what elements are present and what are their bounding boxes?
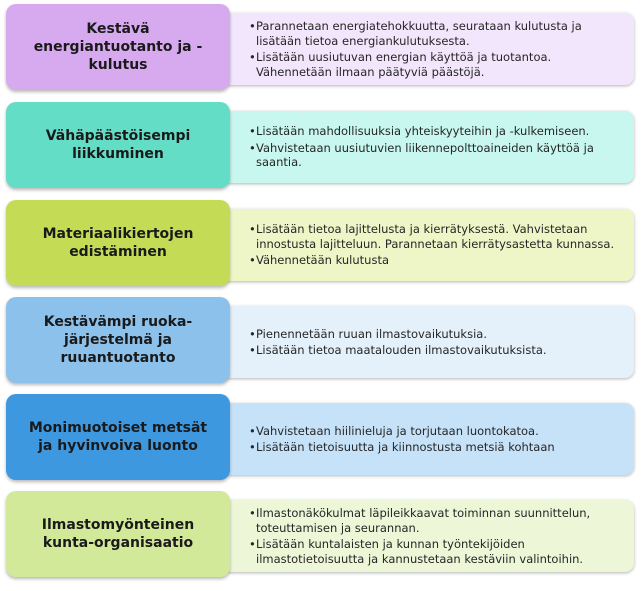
theme-label: Ilmastomyönteinen kunta-organisaatio (6, 491, 230, 577)
action-row (0, 394, 643, 480)
action-description-box (222, 111, 634, 183)
action-bullet: • Lisätään tietoa lajittelusta ja kierrätyksestä. Vahvistetaan innostusta lajitteluun. Parannetaan kierrätysastetta kunnassa. (256, 222, 622, 251)
action-description-box (222, 306, 634, 378)
theme-label: Kestävämpi ruoka-järjestelmä ja ruuantuotanto (6, 297, 230, 383)
action-bullet: • Parannetaan energiatehokkuutta, seurataan kulutusta ja lisätään tietoa energiankulutuksesta. (256, 19, 622, 48)
theme-label: Kestävä energiantuotanto ja -kulutus (6, 4, 230, 90)
action-bullet: • Lisätään uusiutuvan energian käyttöä ja tuotantoa. Vähennetään ilmaan päätyviä päästöjä. (256, 50, 622, 79)
action-bullet: • Lisätään tietoisuutta ja kiinnostusta metsiä kohtaan (256, 440, 622, 455)
action-row (0, 200, 643, 286)
action-bullet: • Ilmastonäkökulmat läpileikkaavat toiminnan suunnittelun, toteuttamisen ja seurannan. (256, 506, 622, 535)
action-bullet: • Lisätään mahdollisuuksia yhteiskyyteihin ja -kulkemiseen. (256, 124, 622, 139)
action-bullet: • Vahvistetaan hiilinieluja ja torjutaan luontokatoa. (256, 424, 622, 439)
action-description-box (222, 13, 634, 85)
theme-label: Monimuotoiset metsät ja hyvinvoiva luonto (6, 394, 230, 480)
action-row (0, 102, 643, 188)
action-bullet: • Vahvistetaan uusiutuvien liikennepolttoaineiden käyttöä ja saantia. (256, 141, 622, 170)
action-bullet: • Lisätään kuntalaisten ja kunnan työntekijöiden ilmastotietoisuutta ja kannustetaan kestäviin valintoihin. (256, 537, 622, 566)
action-row (0, 297, 643, 383)
action-description-box (222, 500, 634, 572)
theme-label: Vähäpäästöisempi liikkuminen (6, 102, 230, 188)
action-description-box (222, 403, 634, 475)
action-bullet: • Vähennetään kulutusta (256, 253, 622, 268)
action-bullet: • Pienennetään ruuan ilmastovaikutuksia. (256, 327, 622, 342)
action-row (0, 4, 643, 90)
theme-label: Materiaalikiertojen edistäminen (6, 200, 230, 286)
action-description-box (222, 209, 634, 281)
action-bullet: • Lisätään tietoa maatalouden ilmastovaikutuksista. (256, 343, 622, 358)
action-row (0, 491, 643, 577)
